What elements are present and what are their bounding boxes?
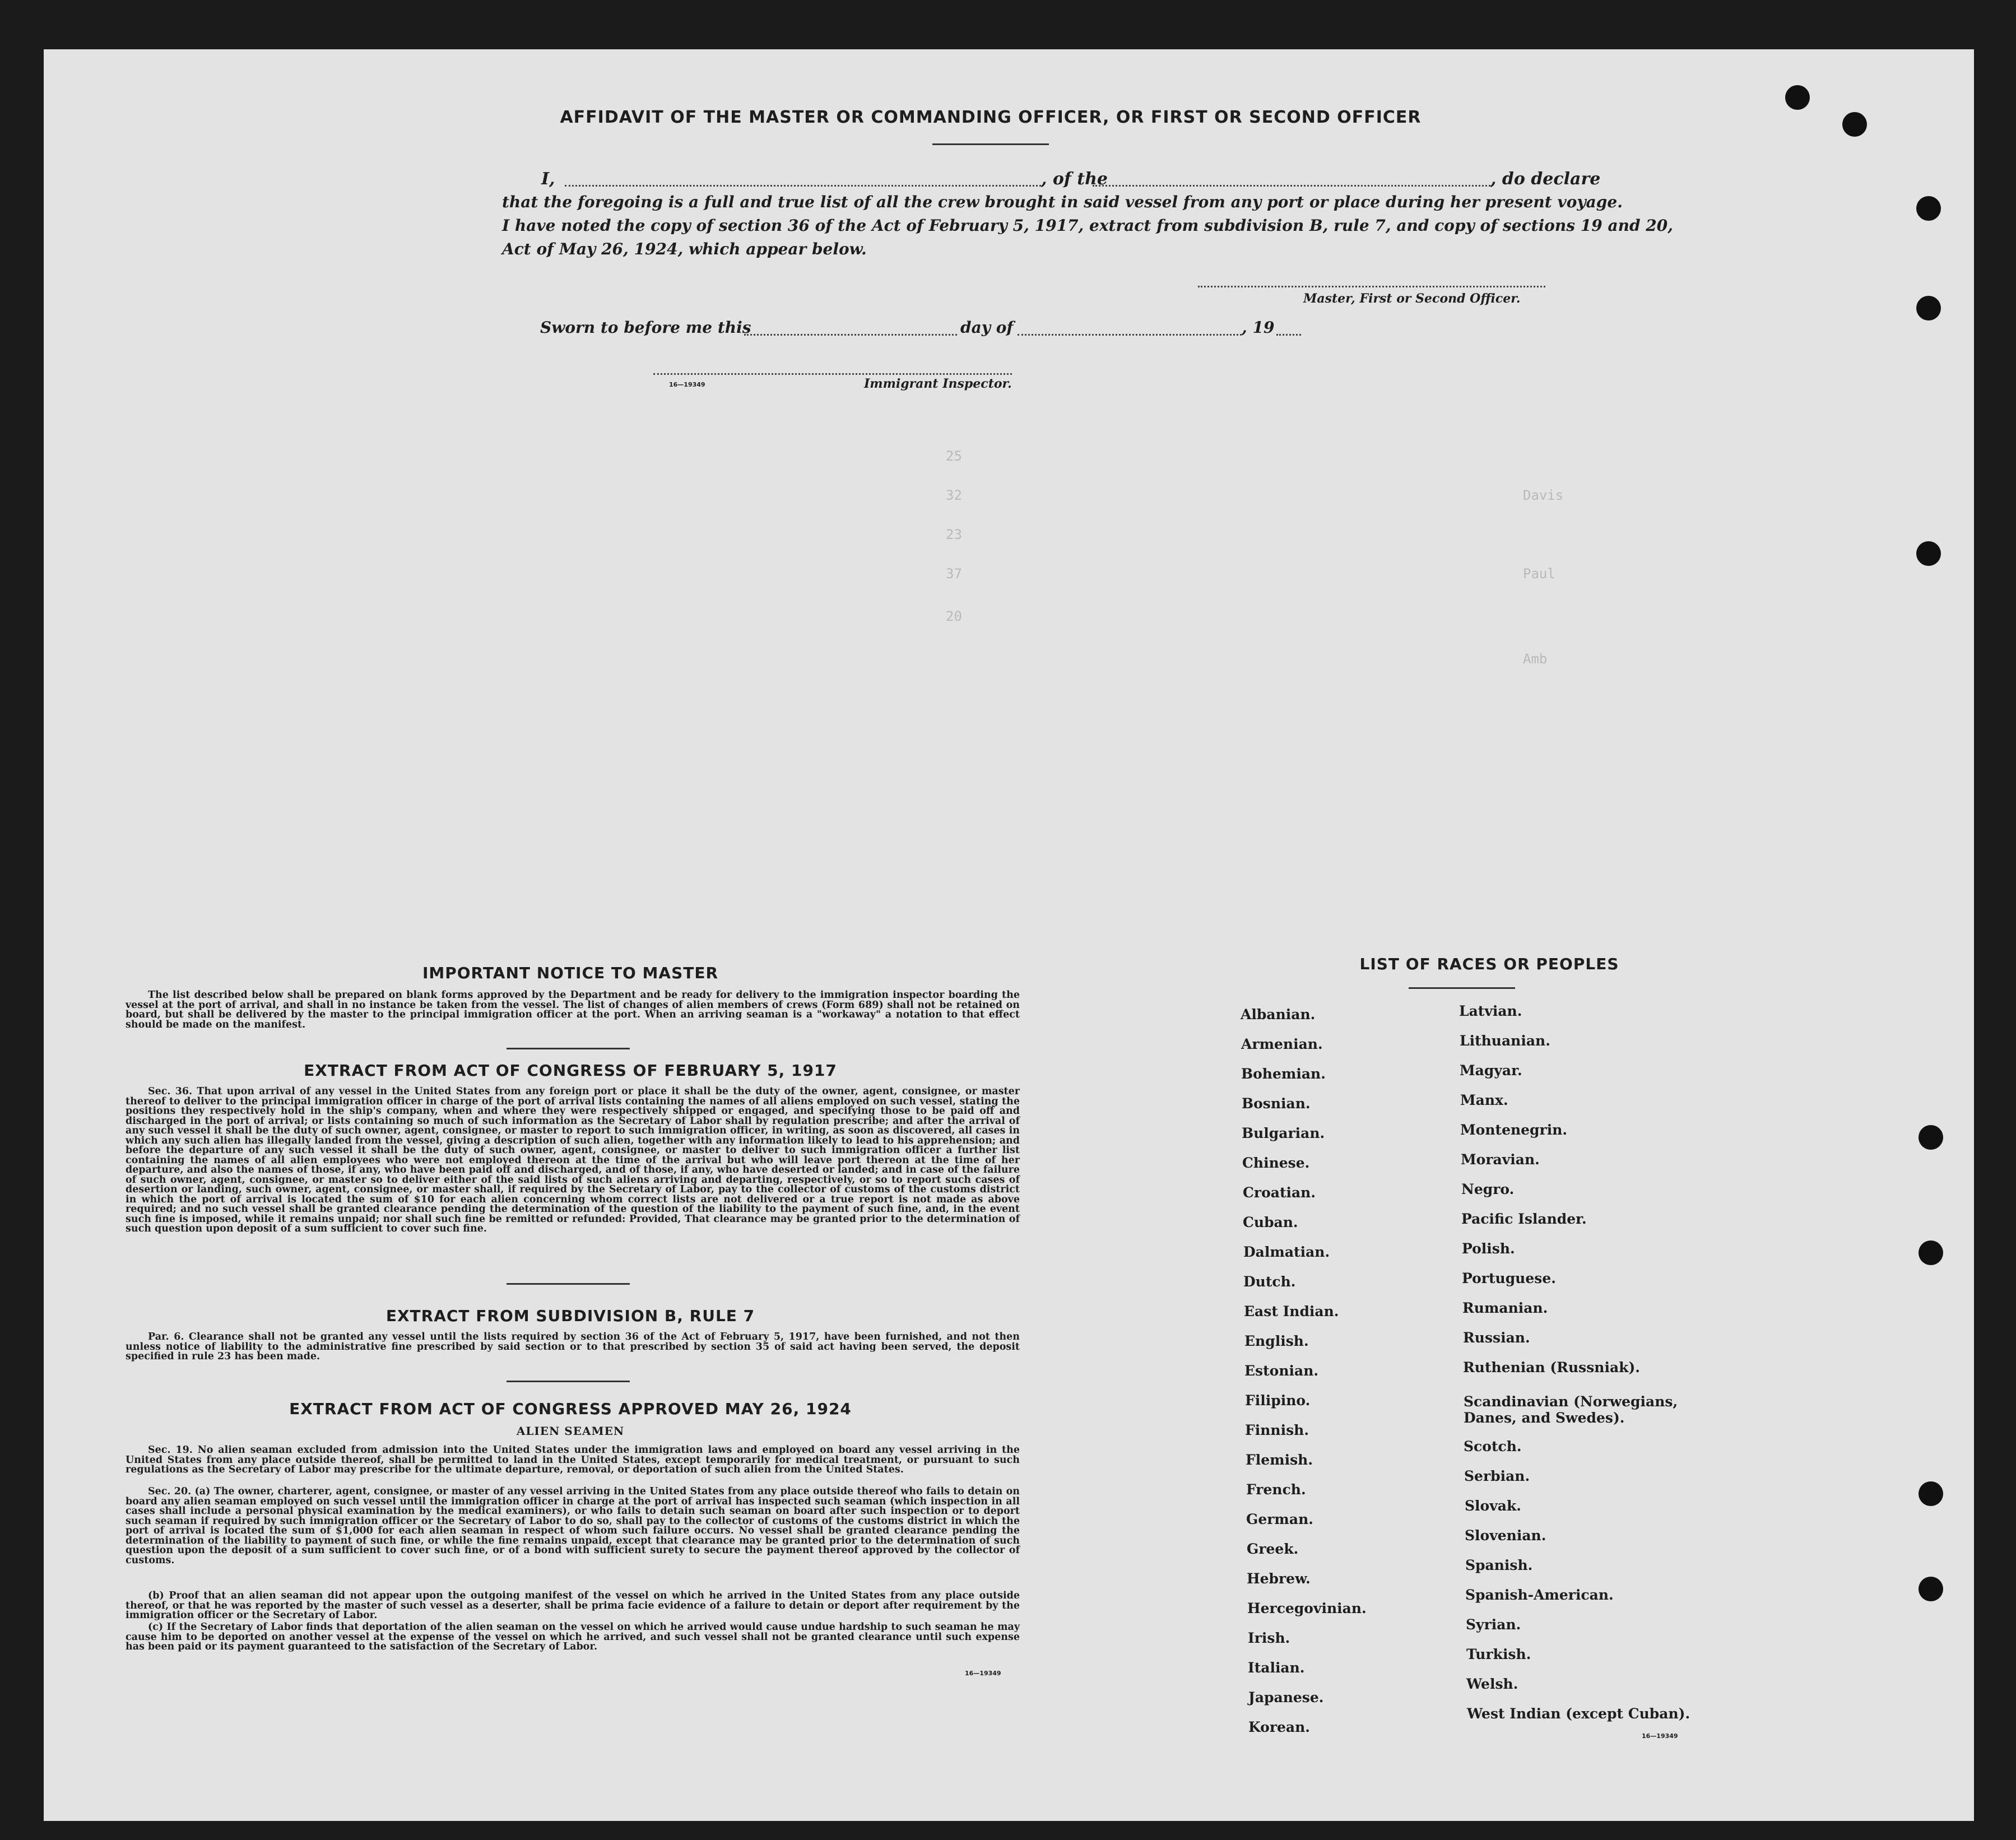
race-item: Italian. <box>1248 1660 1305 1676</box>
affidavit-title: AFFIDAVIT OF THE MASTER OR COMMANDING OFFICER, OR FIRST OR SECOND OFFICER <box>560 108 1422 127</box>
document-page <box>44 49 1974 1821</box>
bleed-through-7: Paul <box>1523 566 1555 582</box>
punch-hole <box>1919 1240 1943 1265</box>
inspector-label: Immigrant Inspector. <box>864 377 1012 391</box>
race-item: Bohemian. <box>1241 1066 1326 1082</box>
race-item: Hercegovinian. <box>1247 1600 1367 1616</box>
race-item: Slovak. <box>1465 1498 1521 1514</box>
bleed-through-5: 20 <box>946 608 962 624</box>
affidavit-declare: , do declare <box>1490 169 1601 189</box>
race-item: Portuguese. <box>1462 1270 1556 1286</box>
extract-1924-sec20a: Sec. 20. (a) The owner, charterer, agent, consignee, or master of any vessel arriving in the United States from any place outside thereof who fails to detain on board any alien seaman employed on such vessel until the immigration officer in charge at the port of arrival has inspected such seaman (which inspection in all cases shall include a personal physical examination by the medical examiners), or who fails to detain such seaman on board after such inspection or to deport such seaman if required by such immigration officer or the Secretary of Labor to do so, shall pay to the collector of customs of the customs district in which the port of arrival is located the sum of $1,000 for each alien seaman in respect of whom such failure occurs. No vessel shall be granted clearance pending the determination of the liability to payment of such fine, or while the fine remains unpaid, except that clearance may be granted prior to the determination of such question upon the deposit of a sum sufficient to cover such fine, or of a bond with sufficient surety to secure the payment thereof approved by the collector of customs. <box>126 1486 1020 1566</box>
sworn-day-blank <box>744 334 957 336</box>
name-blank <box>565 185 1041 187</box>
race-item: Dalmatian. <box>1243 1244 1330 1260</box>
race-item: Hebrew. <box>1247 1570 1311 1587</box>
punch-hole <box>1785 85 1810 110</box>
punch-hole <box>1919 1577 1943 1601</box>
divider-3 <box>507 1381 630 1382</box>
extract-1924-sec20c: (c) If the Secretary of Labor finds that deportation of the alien seaman on the vessel on which he arrived would cause undue hardship to such seaman he may cause him to be deported on another vessel at the expense of the vessel on which he arrived, and such vessel shall not be granted clearance until such expense has been paid or its payment guaranteed to the satisfaction of the Secretary of Labor. <box>126 1621 1020 1652</box>
extract-1924-subtitle: ALIEN SEAMEN <box>516 1424 625 1438</box>
race-item: Finnish. <box>1245 1422 1309 1438</box>
extract-1924-sec20b: (b) Proof that an alien seaman did not appear upon the outgoing manifest of the vessel on which he arrived in the United States from any place outside thereof, or that he was reported by the master of such vessel as a deserter, shall be prima facie evidence of a failure to detain or deport after requirement by the immigration officer or the Secretary of Labor. <box>126 1590 1020 1621</box>
race-item: Korean. <box>1248 1719 1311 1735</box>
day-of-text: day of <box>960 318 1014 337</box>
race-item: Magyar. <box>1460 1062 1522 1079</box>
race-item: Scandinavian (Norwegians, Danes, and Swedes). <box>1464 1393 1678 1426</box>
race-item: Syrian. <box>1466 1616 1521 1633</box>
race-item: German. <box>1246 1511 1313 1527</box>
affidavit-line4: Act of May 26, 1924, which appear below. <box>502 240 867 258</box>
year-blank <box>1276 334 1301 336</box>
affidavit-line3: I have noted the copy of section 36 of the Act of February 5, 1917, extract from subdivision B, rule 7, and copy of sections 19 and 20, <box>502 216 1674 235</box>
form-number-bottom-right: 16—19349 <box>1642 1732 1678 1740</box>
sworn-text: Sworn to before me this <box>540 318 751 337</box>
race-item: Negro. <box>1461 1181 1515 1197</box>
race-item: Pacific Islander. <box>1461 1211 1587 1227</box>
extract-rule7-text: Par. 6. Clearance shall not be granted any vessel until the lists required by section 36 of the Act of February 5, 1917, have been furnished, and not then unless notice of liability to the administrative fine prescribed by said section or to that prescribed by section 35 of said act having been served, the deposit specified in rule 23 has been made. <box>126 1331 1020 1362</box>
race-item: Spanish. <box>1465 1557 1533 1573</box>
race-item: Irish. <box>1248 1630 1290 1646</box>
race-item: Bulgarian. <box>1242 1125 1325 1141</box>
race-item: Estonian. <box>1244 1363 1319 1379</box>
race-item: Cuban. <box>1243 1214 1298 1230</box>
races-divider <box>1409 987 1515 989</box>
race-item: Japanese. <box>1248 1689 1324 1706</box>
race-item: Dutch. <box>1243 1274 1296 1290</box>
form-number-bottom-left: 16—19349 <box>965 1670 1001 1677</box>
race-item: Albanian. <box>1241 1006 1316 1023</box>
race-item: Turkish. <box>1466 1646 1531 1662</box>
race-item: Filipino. <box>1245 1392 1311 1409</box>
punch-hole <box>1916 541 1941 566</box>
extract-1917-text: Sec. 36. That upon arrival of any vessel in the United States from any foreign port or place it shall be the duty of the owner, agent, consignee, or master thereof to deliver to the principal immigration officer in charge of the port of arrival lists containing the names of all aliens employed on such vessel, stating the positions they respectively hold in the ship's company, when and where they were respectively shipped or engaged, and specifying those to be paid off and discharged in the port of arrival; or lists containing so much of such information as the Secretary of Labor shall by regulation prescribe; and after the arrival of any such vessel it shall be the duty of such owner, agent, consignee, or master to report to such immigration officer, in writing, as soon as discovered, all cases in which any such alien has illegally landed from the vessel, giving a description of such alien, together with any information likely to lead to his apprehension; and before the departure of any such vessel it shall be the duty of such owner, agent, consignee, or master to deliver to such immigration officer a further list containing the names of all alien employees who were not employed thereon at the time of the arrival but who will leave port thereon at the time of her departure, and also the names of those, if any, who have been paid off and discharged, and of those, if any, who have deserted or landed; and in case of the failure of such owner, agent, consignee, or master so to deliver either of the said lists of such aliens arriving and departing, respectively, or so to report such cases of desertion or landing, such owner, agent, consignee, or master shall, if required by the Secretary of Labor, pay to the collector of customs of the customs district in which the port of arrival is located the sum of $10 for each alien concerning whom correct lists are not delivered or a true report is not made as above required; and no such vessel shall be granted clearance pending the determination of the question of the liability to the payment of such fine, and, in the event such fine is imposed, while it remains unpaid; nor shall such fine be remitted or refunded: Provided, That clearance may be granted prior to the determination of such question upon deposit of a sum sufficient to cover such fine. <box>126 1086 1020 1234</box>
form-number-top: 16—19349 <box>669 381 705 388</box>
race-item: French. <box>1246 1481 1306 1498</box>
extract-rule7-title: EXTRACT FROM SUBDIVISION B, RULE 7 <box>385 1307 755 1325</box>
race-item: East Indian. <box>1244 1303 1339 1319</box>
affidavit-of-the: , of the <box>1041 169 1108 189</box>
races-title: LIST OF RACES OR PEOPLES <box>1359 955 1619 973</box>
race-item: Manx. <box>1460 1092 1508 1108</box>
punch-hole <box>1919 1481 1943 1506</box>
race-item: Latvian. <box>1459 1003 1522 1019</box>
extract-1924-sec19: Sec. 19. No alien seaman excluded from admission into the United States under the immigration laws and employed on board any vessel arriving in the United States from any place outside thereof, shall be permitted to land in the United States, except temporarily for medical treatment, or pursuant to such regulations as the Secretary of Labor may prescribe for the ultimate departure, removal, or deportation of such alien from the United States. <box>126 1444 1020 1475</box>
punch-hole <box>1842 112 1867 137</box>
punch-hole <box>1916 296 1941 320</box>
bleed-through-3: 23 <box>946 527 962 542</box>
divider-2 <box>507 1283 630 1285</box>
bleed-through-6: Davis <box>1523 487 1564 503</box>
race-item: West Indian (except Cuban). <box>1467 1706 1690 1722</box>
race-item: Flemish. <box>1246 1452 1313 1468</box>
notice-title: IMPORTANT NOTICE TO MASTER <box>422 964 719 982</box>
race-item: Slovenian. <box>1465 1527 1546 1544</box>
bleed-through-4: 37 <box>946 566 962 582</box>
bleed-through-8: Amb <box>1523 651 1548 667</box>
inspector-line <box>653 373 1012 375</box>
race-item: Welsh. <box>1466 1676 1518 1692</box>
title-underline <box>932 143 1049 145</box>
race-item: Serbian. <box>1464 1468 1530 1484</box>
race-item: Chinese. <box>1242 1155 1310 1171</box>
race-item: English. <box>1244 1333 1309 1349</box>
signature-label: Master, First or Second Officer. <box>1303 291 1521 306</box>
extract-1917-title: EXTRACT FROM ACT OF CONGRESS OF FEBRUARY 5, 1917 <box>304 1061 837 1080</box>
race-item: Lithuanian. <box>1460 1033 1550 1049</box>
race-item: Spanish-American. <box>1465 1587 1614 1603</box>
punch-hole <box>1919 1125 1943 1150</box>
punch-hole <box>1916 196 1941 221</box>
signature-line <box>1198 286 1545 287</box>
bleed-through-2: 32 <box>946 487 962 503</box>
sworn-month-blank <box>1018 334 1242 336</box>
year-text: , 19 <box>1242 318 1275 337</box>
race-item: Moravian. <box>1461 1151 1540 1168</box>
affidavit-i: I, <box>541 169 555 189</box>
race-item: Ruthenian (Russniak). <box>1463 1359 1640 1376</box>
affidavit-line2: that the foregoing is a full and true list of all the crew brought in said vessel from any port or place during her present voyage. <box>502 193 1623 211</box>
race-item: Polish. <box>1462 1240 1515 1257</box>
vessel-blank <box>1093 185 1490 187</box>
race-item: Armenian. <box>1241 1036 1323 1052</box>
extract-1924-title: EXTRACT FROM ACT OF CONGRESS APPROVED MAY 26, 1924 <box>289 1400 852 1418</box>
race-item: Montenegrin. <box>1460 1122 1568 1138</box>
race-item: Scotch. <box>1464 1438 1522 1455</box>
race-item: Bosnian. <box>1242 1095 1311 1112</box>
race-item: Croatian. <box>1243 1184 1316 1201</box>
divider-1 <box>507 1048 630 1049</box>
race-item: Greek. <box>1247 1541 1299 1557</box>
notice-text: The list described below shall be prepared on blank forms approved by the Department and be ready for delivery to the immigration inspector boarding the vessel at the port of arrival, and shall in no instance be taken from the vessel. The list of changes of alien members of crews (Form 689) shall not be retained on board, but shall be delivered by the master to the principal immigration officer at the port. When an arriving seaman is a "workaway" a notation to that effect should be made on the manifest. <box>126 989 1020 1030</box>
bleed-through-1: 25 <box>946 448 962 464</box>
race-item: Russian. <box>1463 1330 1530 1346</box>
race-item: Rumanian. <box>1462 1300 1548 1316</box>
